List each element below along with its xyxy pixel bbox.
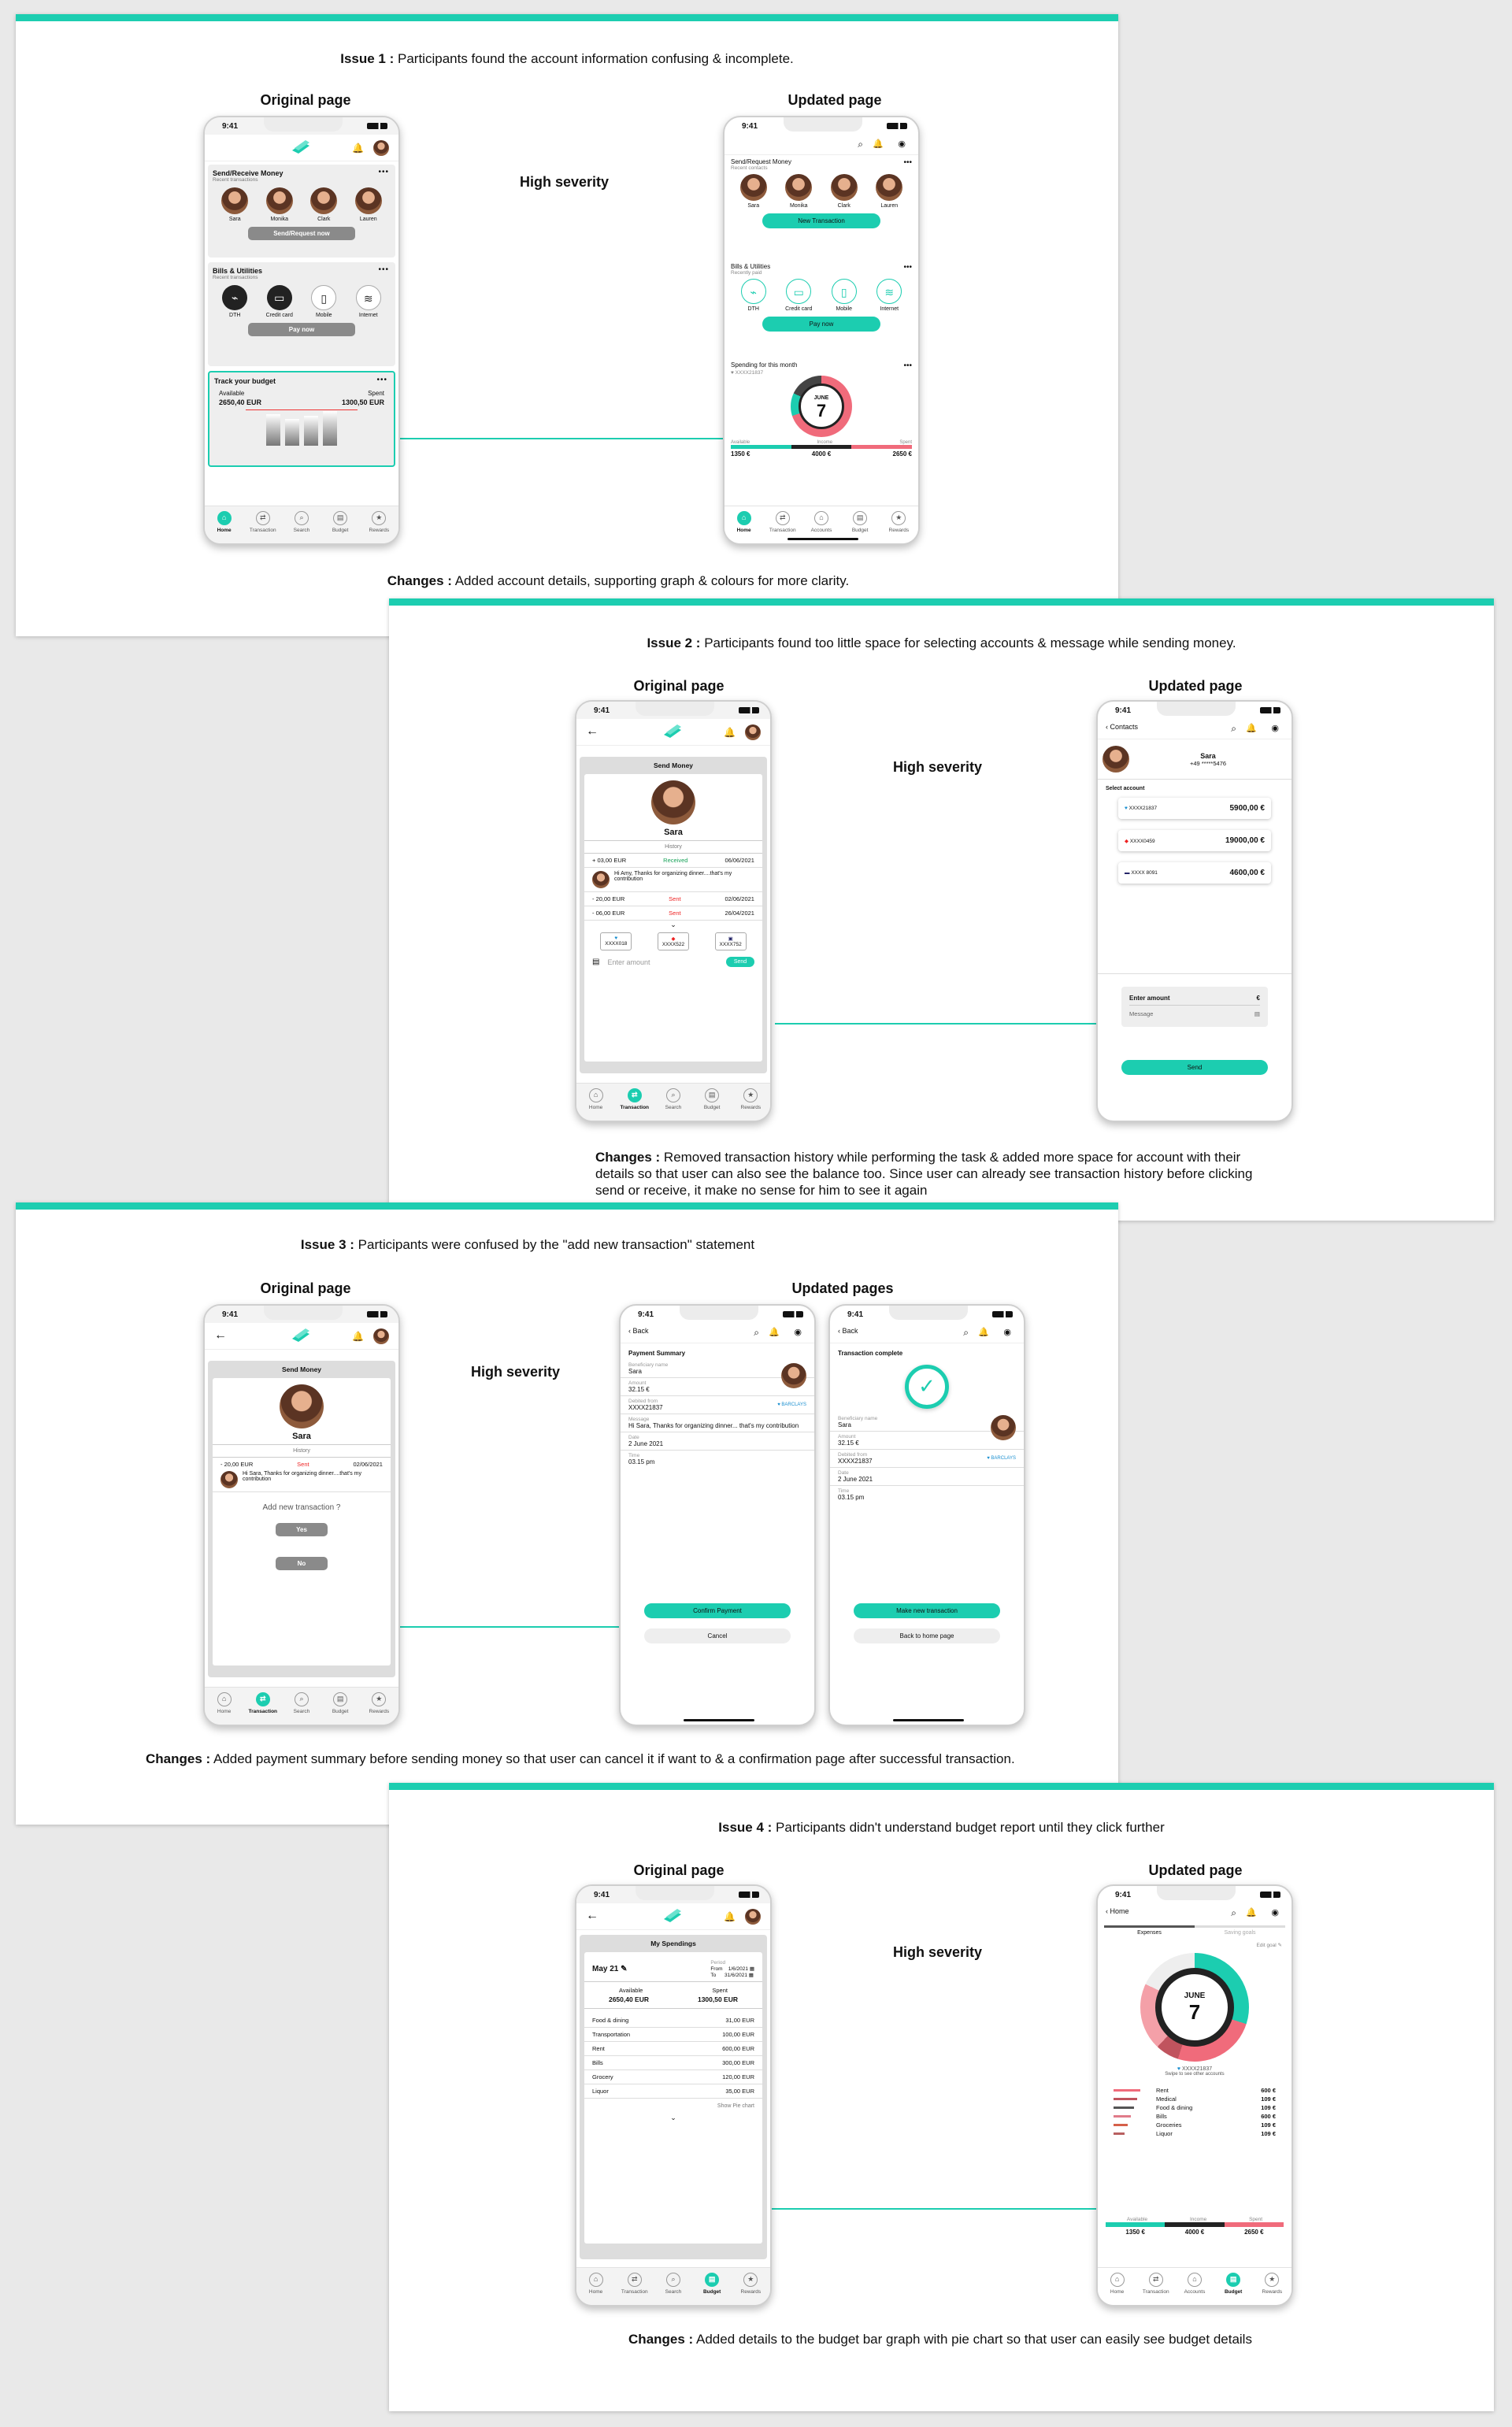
panel-title: Send Money <box>281 1365 322 1373</box>
pay-now-button[interactable]: Pay now <box>762 317 880 332</box>
bottom-nav <box>1098 2267 1292 2305</box>
status-bar: 9:41 <box>1098 702 1292 719</box>
status-bar: 9:41 <box>205 117 398 135</box>
spending-row: Bills 300,00 EUR <box>584 2056 762 2070</box>
status-bar: 9:41 <box>1098 1886 1292 1903</box>
bank-logo: ♥ BARCLAYS <box>987 1456 1016 1461</box>
bell-icon[interactable]: 🔔 <box>1246 724 1257 733</box>
original-label: Original page <box>260 1280 351 1296</box>
swipe-hint: Swipe to see other accounts <box>1165 2072 1225 2077</box>
bottom-nav <box>576 1083 770 1121</box>
back-chevron-icon[interactable]: ‹ Back <box>628 1327 649 1335</box>
more-icon[interactable]: ••• <box>378 168 389 176</box>
bell-icon[interactable]: 🔔 <box>352 143 364 154</box>
phone-payment-summary <box>619 1304 816 1726</box>
field-date: Date 2 June 2021 <box>621 1432 814 1451</box>
nav-home[interactable]: ⌂ Home <box>580 2273 613 2305</box>
phone-original-budget <box>575 1884 772 2307</box>
app-header <box>1098 719 1292 739</box>
section-title: Track your budget <box>214 377 276 385</box>
issue-3-card <box>16 1202 1118 1825</box>
more-icon[interactable]: ••• <box>376 376 387 384</box>
account-selector <box>584 929 762 954</box>
bill-credit-card[interactable]: ▭ Credit card <box>783 279 814 312</box>
section-title: Bills & Utilities <box>213 267 263 275</box>
back-chevron-icon[interactable]: ‹ Home <box>1106 1907 1129 1915</box>
make-new-transaction-button[interactable]: Make new transaction <box>854 1603 1000 1618</box>
updated-label: Updated pages <box>791 1280 894 1296</box>
nav-budget[interactable]: ▤ Budget <box>695 1088 728 1121</box>
avatar[interactable] <box>373 140 389 156</box>
status-bar: 9:41 <box>830 1306 1024 1323</box>
changes-text: Changes : Added payment summary before sending money so that user can cancel it if want to & a confirmation page after successful transaction. <box>146 1751 1015 1766</box>
nav-transaction[interactable]: ⇄ Transaction <box>766 511 799 543</box>
phone-original-send <box>575 700 772 1122</box>
nav-home[interactable]: ⌂ Home <box>728 511 761 543</box>
field-beneficiary: Beneficiary name Sara <box>621 1360 814 1378</box>
message-icon[interactable]: ▤ <box>592 958 600 966</box>
history-message: Hi Amy, Thanks for organizing dinner....that's my contribution <box>584 868 762 892</box>
app-logo <box>662 1908 684 1924</box>
section-subtitle: Recent contacts <box>731 165 768 171</box>
app-logo <box>662 724 684 739</box>
bill-mobile[interactable]: ▯ Mobile <box>308 285 339 318</box>
contact-lauren[interactable]: Lauren <box>873 174 905 209</box>
track-budget-section[interactable] <box>208 371 395 467</box>
period-row: May 21 ✎ Period From 1/6/2021 ▦ To 31/6/2021 ▦ <box>584 1957 762 1982</box>
account-list <box>1098 798 1292 884</box>
issue-2-title: Issue 2 : Participants found too little space for selecting accounts & message while sending money. <box>647 635 1236 650</box>
contact-name: Sara <box>1200 751 1216 760</box>
avatar[interactable] <box>373 1328 389 1344</box>
category-row: Rent 600 € <box>1114 2086 1276 2095</box>
spendings-card <box>584 1952 762 2244</box>
updated-label: Updated page <box>1148 1862 1243 1878</box>
search-icon[interactable]: ⌕ <box>754 1327 759 1338</box>
beneficiary-avatar <box>991 1415 1016 1440</box>
search-icon[interactable]: ⌕ <box>1231 1907 1236 1918</box>
spending-ring: JUNE 7 <box>791 376 852 437</box>
contact-avatar <box>1102 746 1129 773</box>
updated-label: Updated page <box>1148 678 1243 694</box>
home-indicator <box>684 1719 754 1721</box>
original-label: Original page <box>260 92 351 108</box>
spending-row: Food & dining 31,00 EUR <box>584 2014 762 2028</box>
avatar[interactable] <box>745 1909 761 1925</box>
connector-line <box>770 2208 1099 2210</box>
new-transaction-button[interactable]: New Transaction <box>762 213 880 228</box>
app-header <box>830 1323 1024 1343</box>
nav-accounts[interactable]: ⌂ Accounts <box>1178 2273 1211 2305</box>
amount-row <box>584 954 762 970</box>
send-button[interactable]: Send <box>726 957 754 967</box>
edit-goal-link[interactable]: Edit goal ✎ <box>1256 1943 1282 1948</box>
chevron-down-icon[interactable]: ⌄ <box>670 2114 676 2121</box>
status-bar: 9:41 <box>576 702 770 719</box>
home-indicator <box>788 538 858 540</box>
category-list <box>1098 2077 1292 2138</box>
bottom-nav <box>576 2267 770 2305</box>
page-title: Payment Summary <box>628 1350 686 1357</box>
phone-transaction-complete <box>828 1304 1025 1726</box>
bill-internet[interactable]: ≋ Internet <box>873 279 905 312</box>
app-header <box>621 1323 814 1343</box>
section-title: Send/Receive Money <box>213 169 284 177</box>
nav-transaction[interactable]: ⇄ Transaction <box>618 1088 651 1121</box>
nav-home[interactable]: ⌂ Home <box>208 1692 241 1725</box>
show-pie-chart-link[interactable]: Show Pie chart <box>717 2103 754 2109</box>
nav-transaction[interactable]: ⇄ Transaction <box>618 2273 651 2305</box>
budget-labels: Available Spent <box>619 1987 728 1994</box>
bills-section <box>731 263 912 332</box>
confirm-payment-button[interactable]: Confirm Payment <box>644 1603 791 1618</box>
calendar-icon[interactable]: ▦ <box>749 1966 754 1972</box>
field-time: Time 03.15 pm <box>838 1488 865 1501</box>
contact-monika[interactable]: Monika <box>264 187 295 222</box>
contact-lauren[interactable]: Lauren <box>353 187 384 222</box>
profile-icon[interactable]: ◉ <box>1271 1908 1279 1918</box>
amount-input[interactable]: Enter amount <box>607 958 650 966</box>
nav-transaction[interactable]: ⇄ Transaction <box>246 1692 280 1725</box>
send-money-card <box>213 1378 391 1666</box>
spending-section <box>731 361 912 458</box>
nav-budget[interactable]: ▤ Budget <box>843 511 876 543</box>
nav-home[interactable]: ⌂ Home <box>1101 2273 1134 2305</box>
bottom-nav <box>205 506 398 543</box>
field-amount: Amount 32.15 € <box>830 1432 1024 1450</box>
contact-header <box>1098 739 1292 780</box>
issue-4-title: Issue 4 : Participants didn't understand budget report until they click further <box>718 1820 1165 1835</box>
bell-icon[interactable]: 🔔 <box>873 139 884 149</box>
changes-text: Changes : Added details to the budget bar graph with pie chart so that user can easily see budget details <box>628 2332 1252 2347</box>
history-label: History <box>213 1444 391 1458</box>
category-row: Food & dining 109 € <box>1114 2103 1276 2112</box>
no-button[interactable]: No <box>276 1557 328 1570</box>
history-label: History <box>584 840 762 854</box>
back-chevron-icon[interactable]: ‹ Contacts <box>1106 723 1139 731</box>
nav-transaction[interactable]: ⇄ Transaction <box>246 511 280 543</box>
issue-4-card <box>389 1783 1494 2411</box>
connector-line <box>395 438 742 439</box>
add-transaction-question: Add new transaction ? <box>262 1503 341 1512</box>
back-chevron-icon[interactable]: ‹ Back <box>838 1327 858 1335</box>
account-option[interactable]: ▣ XXXX752 <box>715 932 747 950</box>
severity-label: High severity <box>893 759 983 775</box>
bell-icon[interactable]: 🔔 <box>724 1911 736 1922</box>
issue-1-card <box>16 14 1118 636</box>
nav-budget[interactable]: ▤ Budget <box>1217 2273 1250 2305</box>
bill-credit-card[interactable]: ▭ Credit card <box>264 285 295 318</box>
amount-input[interactable]: Enter amount € <box>1129 991 1260 1006</box>
back-arrow-icon[interactable]: ← <box>586 1909 598 1922</box>
nav-search[interactable]: ⌕ Search <box>657 1088 690 1121</box>
bell-icon[interactable]: 🔔 <box>769 1328 780 1337</box>
send-money-panel <box>208 1361 395 1677</box>
category-row: Liquor 109 € <box>1114 2129 1276 2138</box>
beneficiary-avatar <box>781 1363 806 1388</box>
account-option[interactable]: ◆ XXXX522 <box>658 932 689 950</box>
changes-text: Changes : Removed transaction history while performing the task & added more space for account with their details so that user can also see the balance too. Since user can already see transaction history before clicking send or receive, it make no sense for him to see it again <box>595 1150 1253 1198</box>
contact-clark[interactable]: Clark <box>828 174 860 209</box>
issue-3-title: Issue 3 : Participants were confused by the "add new transaction" statement <box>300 1237 755 1252</box>
spending-row: Transportation 100,00 EUR <box>584 2028 762 2042</box>
chevron-down-icon[interactable]: ⌄ <box>670 921 676 928</box>
search-icon[interactable]: ⌕ <box>1231 723 1236 734</box>
contact-name: Sara <box>292 1432 311 1441</box>
section-title: Bills & Utilities <box>731 263 771 270</box>
bill-dth[interactable]: ⌁ DTH <box>219 285 250 318</box>
select-account-label: Select account <box>1106 786 1145 791</box>
account-card[interactable]: ▬ XXXX 8091 4600,00 € <box>1118 862 1271 884</box>
budget-values: 2650,40 EUR 1300,50 EUR <box>584 1995 762 2009</box>
avatar[interactable] <box>745 724 761 740</box>
nav-budget[interactable]: ▤ Budget <box>324 511 357 543</box>
bottom-nav <box>205 1687 398 1725</box>
category-row: Medical 109 € <box>1114 2095 1276 2103</box>
updated-label: Updated page <box>788 92 882 108</box>
contact-name: Sara <box>664 828 683 837</box>
issue-1-title: Issue 1 : Participants found the account information confusing & incomplete. <box>340 51 794 66</box>
balance-values: 1350 € 4000 € 2650 € <box>1125 2229 1264 2236</box>
status-bar: 9:41 <box>621 1306 814 1323</box>
balance-bar <box>1106 2222 1284 2227</box>
section-subtitle: Recently paid <box>731 270 762 276</box>
history-row: + 03,00 EUR Received 06/06/2021 <box>584 854 762 868</box>
message-icon: ▤ <box>1254 1010 1260 1017</box>
app-header <box>724 135 918 155</box>
profile-icon[interactable]: ◉ <box>1003 1328 1011 1337</box>
history-message: Hi Sara, Thanks for organizing dinner....that's my contribution <box>213 1471 391 1492</box>
more-icon[interactable]: ••• <box>903 263 912 272</box>
send-money-card <box>584 774 762 1062</box>
tab-saving-goals[interactable]: Saving goals <box>1195 1925 1285 1936</box>
more-icon[interactable]: ••• <box>378 265 389 274</box>
phone-updated-home <box>723 116 920 545</box>
yes-button[interactable]: Yes <box>276 1523 328 1536</box>
history-row: - 06,00 EUR Sent 26/04/2021 <box>584 906 762 921</box>
field-date: Date 2 June 2021 <box>830 1468 1024 1486</box>
balance-labels: Available Income Spent <box>1126 2217 1263 2222</box>
spending-row: Grocery 120,00 EUR <box>584 2070 762 2084</box>
app-header <box>576 719 770 746</box>
budget-labels: Available Spent <box>219 390 384 397</box>
profile-icon[interactable]: ◉ <box>1271 724 1279 733</box>
back-arrow-icon[interactable]: ← <box>214 1328 227 1342</box>
field-debited: Debited from XXXX21837 ♥ BARCLAYS <box>621 1396 814 1414</box>
back-to-home-button[interactable]: Back to home page <box>854 1628 1000 1643</box>
account-card[interactable]: ◆ XXXX0459 19000,00 € <box>1118 830 1271 851</box>
contact-sara[interactable]: Sara <box>219 187 250 222</box>
summary-fields <box>621 1360 814 1468</box>
send-receive-section <box>208 165 395 258</box>
cancel-button[interactable]: Cancel <box>644 1628 791 1643</box>
status-bar: 9:41 <box>205 1306 398 1323</box>
amount-box <box>1121 987 1268 1027</box>
field-debited: Debited from XXXX21837 ♥ BARCLAYS <box>830 1450 1024 1468</box>
back-arrow-icon[interactable]: ← <box>586 724 598 738</box>
app-header <box>1098 1903 1292 1924</box>
budget-tabs <box>1104 1925 1285 1936</box>
history-row: - 20,00 EUR Sent 02/06/2021 <box>220 1461 383 1468</box>
app-logo <box>290 1328 312 1343</box>
field-time: Time 03.15 pm <box>628 1453 655 1465</box>
nav-rewards[interactable]: ★ Rewards <box>362 1692 395 1725</box>
nav-rewards[interactable]: ★ Rewards <box>882 511 915 543</box>
section-subtitle: Recent transactions <box>213 275 258 280</box>
phone-updated-send <box>1096 700 1293 1122</box>
contact-sara[interactable]: Sara <box>738 174 769 209</box>
nav-search[interactable]: ⌕ Search <box>285 1692 318 1725</box>
balance-values: 1350 € 4000 € 2650 € <box>731 450 912 458</box>
nav-search[interactable]: ⌕ Search <box>285 511 318 543</box>
profile-icon[interactable]: ◉ <box>898 139 906 149</box>
nav-rewards[interactable]: ★ Rewards <box>362 511 395 543</box>
bill-internet[interactable]: ≋ Internet <box>353 285 384 318</box>
history-row: - 20,00 EUR Sent 02/06/2021 <box>584 892 762 906</box>
budget-values: 2650,40 EUR 1300,50 EUR <box>219 398 384 406</box>
spendings-panel <box>580 1935 767 2259</box>
panel-title: Send Money <box>653 761 694 769</box>
spending-row: Rent 600,00 EUR <box>584 2042 762 2056</box>
search-icon[interactable]: ⌕ <box>963 1327 969 1338</box>
app-header <box>205 1323 398 1350</box>
bell-icon[interactable]: 🔔 <box>1246 1908 1257 1918</box>
phone-updated-budget <box>1096 1884 1293 2307</box>
phone-original-add-transaction <box>203 1304 400 1726</box>
profile-icon[interactable]: ◉ <box>794 1328 802 1337</box>
contact-phone: +49 *****5476 <box>1189 759 1227 767</box>
account-number: ♥ XXXX21837 <box>731 370 764 376</box>
account-card[interactable]: ♥ XXXX21837 5900,00 € <box>1118 798 1271 819</box>
nav-budget[interactable]: ▤ Budget <box>695 2273 728 2305</box>
nav-accounts[interactable]: ⌂ Accounts <box>805 511 838 543</box>
euro-icon: € <box>1256 995 1260 1002</box>
nav-rewards[interactable]: ★ Rewards <box>734 1088 767 1121</box>
success-check-icon: ✓ <box>905 1365 949 1409</box>
bell-icon[interactable]: 🔔 <box>724 727 736 738</box>
message-input[interactable]: Message ▤ <box>1129 1010 1260 1017</box>
contact-clark[interactable]: Clark <box>308 187 339 222</box>
nav-budget[interactable]: ▤ Budget <box>324 1692 357 1725</box>
bell-icon[interactable]: 🔔 <box>978 1328 989 1337</box>
bell-icon[interactable]: 🔔 <box>352 1331 364 1342</box>
home-indicator <box>893 1719 964 1721</box>
connector-line <box>775 1023 1098 1025</box>
severity-label: High severity <box>893 1944 983 1960</box>
nav-rewards[interactable]: ★ Rewards <box>1255 2273 1288 2305</box>
budget-ring: JUNE 7 <box>1140 1953 1249 2062</box>
nav-transaction[interactable]: ⇄ Transaction <box>1140 2273 1173 2305</box>
complete-fields <box>830 1414 1024 1503</box>
send-request-button[interactable]: Send/Request now <box>248 227 355 240</box>
calendar-icon[interactable]: ▦ <box>748 1973 754 1978</box>
section-subtitle: Recent transactions <box>213 177 258 183</box>
balance-bar <box>731 445 912 449</box>
balance-labels: Available Income Spent <box>731 440 912 445</box>
section-title: Spending for this month <box>731 361 798 369</box>
section-title: Send/Request Money <box>731 158 791 165</box>
nav-home[interactable]: ⌂ Home <box>580 1088 613 1121</box>
bills-section <box>208 262 395 366</box>
contact-avatar <box>280 1384 324 1428</box>
edit-icon[interactable]: ✎ <box>621 1965 628 1973</box>
send-money-panel <box>580 757 767 1073</box>
account-number: ♥ XXXX21837 <box>1177 2066 1213 2072</box>
severity-label: High severity <box>471 1364 561 1380</box>
balance-summary <box>1106 2217 1284 2236</box>
tab-expenses[interactable]: Expenses <box>1104 1925 1195 1936</box>
original-label: Original page <box>633 1862 724 1878</box>
page-title: Transaction complete <box>838 1350 903 1357</box>
app-logo <box>290 139 312 155</box>
account-option[interactable]: ♥ XXXX018 <box>600 932 632 950</box>
more-icon[interactable]: ••• <box>903 361 912 370</box>
bank-logo: ♥ BARCLAYS <box>777 1402 806 1407</box>
send-request-section <box>731 158 912 228</box>
bill-mobile[interactable]: ▯ Mobile <box>828 279 860 312</box>
send-button[interactable]: Send <box>1121 1060 1268 1075</box>
field-beneficiary: Beneficiary name Sara <box>830 1414 1024 1432</box>
severity-label: High severity <box>520 174 610 190</box>
status-bar: 9:41 <box>576 1886 770 1903</box>
app-header <box>205 135 398 161</box>
more-icon[interactable]: ••• <box>903 158 912 167</box>
budget-bar-graph <box>246 409 358 446</box>
phone-original-home <box>203 116 400 545</box>
bill-dth[interactable]: ⌁ DTH <box>738 279 769 312</box>
spending-row: Liquor 35,00 EUR <box>584 2084 762 2099</box>
category-row: Bills 600 € <box>1114 2112 1276 2121</box>
search-icon[interactable]: ⌕ <box>858 139 863 150</box>
contact-monika[interactable]: Monika <box>783 174 814 209</box>
status-bar: 9:41 <box>724 117 918 135</box>
field-message: Message Hi Sara, Thanks for organizing dinner... that's my contribution <box>621 1414 814 1432</box>
field-amount: Amount 32.15 € <box>621 1378 814 1396</box>
nav-home[interactable]: ⌂ Home <box>208 511 241 543</box>
nav-search[interactable]: ⌕ Search <box>657 2273 690 2305</box>
original-label: Original page <box>633 678 724 694</box>
app-header <box>576 1903 770 1930</box>
issue-2-card <box>389 598 1494 1221</box>
pay-now-button[interactable]: Pay now <box>248 323 355 336</box>
panel-title: My Spendings <box>650 1940 696 1947</box>
changes-text: Changes : Added account details, supporting graph & colours for more clarity. <box>387 573 850 588</box>
contact-avatar <box>651 780 695 824</box>
category-row: Groceries 109 € <box>1114 2121 1276 2129</box>
nav-rewards[interactable]: ★ Rewards <box>734 2273 767 2305</box>
